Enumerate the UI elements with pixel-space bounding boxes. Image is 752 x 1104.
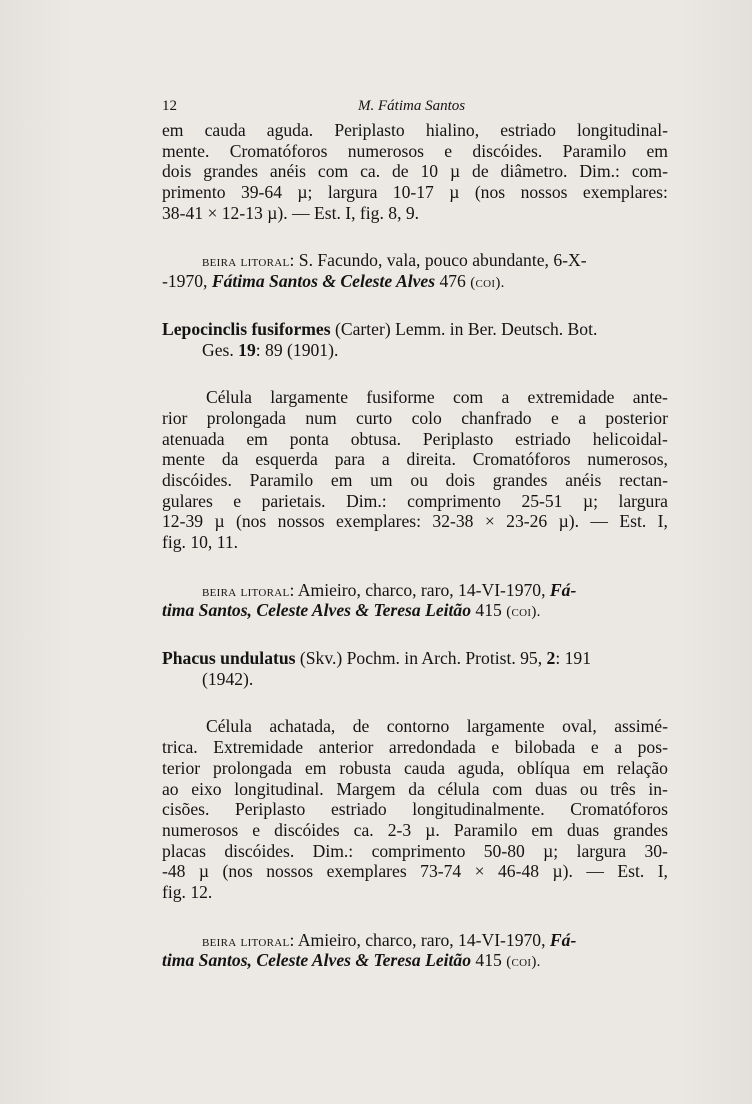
word: para [334,449,365,470]
word: estriado [500,120,556,140]
word: primento [162,182,226,203]
word: µ [449,182,460,203]
word: e [252,819,261,840]
word: µ; [543,840,559,861]
paragraph-continued-description [162,120,668,223]
text-line [162,271,668,292]
text-line [162,182,668,203]
word: comprimento [371,840,466,861]
word: esquerda [255,449,318,470]
word: ponta [289,428,329,449]
word: µ [198,861,210,882]
text-line [162,600,668,621]
word: prolongada [206,407,286,428]
species-citation: (Carter) Lemm. in Ber. Deutsch. Bot. [335,318,598,339]
word: 50-80 [483,840,525,861]
word: 25-51 [521,490,563,511]
text-line [162,449,668,470]
text-line [162,820,668,841]
page-header [162,98,662,120]
word: cauda [204,120,246,140]
word: longitudinalmente. [412,799,545,820]
text-line [162,930,668,951]
word: duas [566,819,600,840]
word: helicoidal- [592,428,668,449]
text-line: fig. 12. [162,881,213,902]
word: largura [618,490,668,511]
word: da [221,449,239,470]
paragraph-phacus-description [162,716,668,902]
word: µ. [425,819,440,840]
text-line [162,779,668,800]
word: diâmetro. [500,161,568,182]
word: oblíqua [517,757,570,778]
text-line [162,758,668,779]
word: atenuada [162,428,225,449]
word: Célula [206,387,252,408]
word: Paramilo [562,140,627,161]
word: Extremidade [213,737,304,758]
word: obtusa. [350,428,402,449]
word: anéis [565,469,602,490]
word: fusiforme [366,387,435,408]
word: numerosos [162,819,239,840]
word: chanfrado [461,407,532,428]
locality-record-2 [162,580,668,621]
locality-label: beira litoral [202,583,290,600]
word: eixo [191,778,222,799]
word: ca. [360,161,381,182]
word: largamente [270,387,349,408]
word: nossos [520,182,568,203]
text-line [162,861,668,882]
word: nossos [266,861,314,882]
word: em [304,757,327,778]
word: Cromatóforos [570,799,668,820]
word: comprimento [407,490,501,511]
word: µ; [297,182,313,203]
word: e [590,737,599,758]
word: discóides. [472,140,543,161]
text-line [162,319,668,340]
word: estriado [330,799,387,820]
word: curto [356,407,393,428]
word: num [305,407,337,428]
word: 46-48 [498,861,540,882]
specimen-number: 476 [439,271,466,292]
word: mente. [162,140,210,161]
word: contorno [386,716,450,737]
word: ante- [632,387,668,408]
word: (nos [235,511,267,532]
word: a [501,387,510,408]
locality-text: : S. Facundo, vala, pouco abundante, 6-X- [289,250,587,271]
word: largamente [466,716,545,737]
word: largura [327,182,378,203]
word: anéis [269,161,306,182]
word: dois [162,161,192,182]
text-line: 38-41 × 12-13 µ). — Est. I, fig. 8, 9. [162,202,420,223]
word: numerosos, [587,449,668,470]
word: extremidade [527,387,615,408]
word: aguda, [457,757,505,778]
word: hialino, [425,120,480,140]
locality-text: : Amieiro, charco, raro, 14-VI-1970, [289,929,546,950]
citation-volume: 19 [238,339,256,360]
word: (nos [474,182,506,203]
word: ca. [353,819,374,840]
word: pos- [637,737,668,758]
word: grandes [492,469,548,490]
word: grandes [613,819,668,840]
word: µ). [558,511,579,532]
word: Margem [336,778,396,799]
word: 32-38 [432,511,474,532]
species-heading-lepocinclis [162,319,668,360]
running-head: M. Fátima Santos [358,98,466,114]
word: colo [411,407,442,428]
collectors: Fá- [549,929,577,950]
species-name: Phacus undulatus [162,648,296,669]
word: Dim.: [346,490,387,511]
locality-record-1 [162,250,668,291]
word: e [550,407,559,428]
word: exemplares: [336,511,421,532]
text-line [162,470,668,491]
word: Cromatóforos [472,449,571,470]
collectors: Fátima Santos & Celeste Alves [211,271,436,292]
text-line [162,340,668,361]
species-citation: (Skv.) Pochm. in Arch. Protist. 95, [299,648,543,669]
word: duas [535,778,568,799]
word: de [352,716,370,737]
page-number: 12 [162,98,177,114]
citation-pages: : 191 [555,648,592,669]
locality-label: beira litoral [202,933,290,950]
word: relação [617,757,668,778]
collectors: tima Santos, Celeste Alves & Teresa Leitão [162,950,472,971]
word: longitudinal. [234,778,324,799]
word: célula [437,778,480,799]
text-line [162,716,668,737]
citation-pages: : 89 (1901). [255,339,339,360]
text-line [162,429,668,450]
word: em [531,819,553,840]
locality-text: : Amieiro, charco, raro, 14-VI-1970, [289,579,546,600]
text-line [162,120,668,141]
word: com [317,161,349,182]
word: numerosos [347,140,424,161]
locality-date-end: -1970, [162,271,208,292]
word: Cromatóforos [229,140,328,161]
word: cauda [404,757,446,778]
herbarium-code: (coi). [470,275,505,292]
text-line [162,161,668,182]
word: 10 [420,161,439,182]
word: — [590,511,608,532]
word: parietais. [261,490,326,511]
word: I, [657,511,668,532]
word: em [246,428,268,449]
word: × [474,861,485,882]
word: a [578,407,586,428]
text-line [162,841,668,862]
word: robusta [339,757,392,778]
word: longitudinal- [577,120,668,140]
word: mente [162,449,205,470]
word: µ [449,161,461,182]
word: oval, [562,716,597,737]
word: aguda. [266,120,314,140]
species-heading-phacus [162,648,668,689]
citation-journal: Ges. [202,339,234,360]
herbarium-code: (coi). [506,954,541,971]
text-line [162,580,668,601]
word: largura [576,840,627,861]
word: (nos [222,861,253,882]
word: µ; [582,490,598,511]
word: três [610,778,636,799]
word: com [492,778,523,799]
word: achatada, [269,716,336,737]
word: 30- [644,840,668,861]
word: direita. [406,449,456,470]
locality-label: beira litoral [202,254,290,271]
word: µ). [552,861,573,882]
text-line [162,408,668,429]
word: terior [162,757,201,778]
word: arredondada [388,737,476,758]
word: gulares [162,490,213,511]
word: grandes [203,161,258,182]
word: e [233,490,242,511]
word: rectan- [619,469,668,490]
word: I, [657,861,668,882]
word: Célula [206,716,252,737]
word: nossos [277,511,325,532]
word: posterior [605,407,668,428]
word: discóides [274,819,340,840]
word: discóides. [162,469,232,490]
word: — [586,861,604,882]
specimen-number: 415 [475,950,502,971]
word: ou [410,469,428,490]
word: in- [648,778,668,799]
word: Periplasto [422,428,494,449]
word: de [472,161,489,182]
text-line: (1942). [202,668,254,689]
word: cisões. [162,799,210,820]
word: em [162,120,184,140]
word: Est. [617,861,645,882]
text-line [162,648,668,669]
word: × [484,511,495,532]
word: exemplares [326,861,407,882]
collectors: tima Santos, Celeste Alves & Teresa Leitão [162,600,472,621]
text-line [162,141,668,162]
word: a [381,449,390,470]
word: ou [580,778,598,799]
word: em [330,469,353,490]
text-line [162,950,668,971]
word: µ [214,511,225,532]
word: prolongada [212,757,293,778]
word: trica. [162,737,198,758]
word: com [452,387,484,408]
word: 23-26 [506,511,548,532]
text-line [162,799,668,820]
word: bilobada [514,737,576,758]
word: Paramilo [453,819,518,840]
text-line [162,491,668,512]
word: -48 [162,861,186,882]
species-name: Lepocinclis fusiformes [162,318,331,339]
word: ao [162,778,179,799]
word: Dim.: [579,161,620,182]
word: Periplasto [334,120,405,140]
text-line [162,511,668,532]
locality-record-3 [162,930,668,971]
word: exemplares: [582,182,668,203]
word: discóides. [224,840,295,861]
paragraph-lepocinclis-description [162,387,668,553]
word: assimé- [614,716,668,737]
text-line [162,737,668,758]
word: dois [445,469,476,490]
word: 2-3 [387,819,412,840]
citation-volume: 2 [546,648,556,669]
word: Paramilo [249,469,314,490]
word: 73-74 [420,861,462,882]
word: a [614,737,623,758]
word: de [392,161,409,182]
word: em [582,757,605,778]
word: Periplasto [234,799,306,820]
text-line [162,387,668,408]
main-text [162,120,668,971]
word: 10-17 [392,182,434,203]
word: 39-64 [240,182,282,203]
text-line: fig. 10, 11. [162,532,239,552]
word: Est. [619,511,647,532]
text-line [162,250,668,271]
herbarium-code: (coi). [506,604,541,621]
word: e [491,737,500,758]
word: placas [162,840,206,861]
word: rior [162,407,188,428]
specimen-number: 415 [475,600,502,621]
word: estriado [515,428,571,449]
word: com- [631,161,668,182]
word: um [370,469,393,490]
word: da [408,778,425,799]
word: anterior [318,737,374,758]
word: 12-39 [162,511,204,532]
word: e [444,140,453,161]
word: Dim.: [312,840,354,861]
word: em [646,140,668,161]
collectors: Fá- [549,579,577,600]
